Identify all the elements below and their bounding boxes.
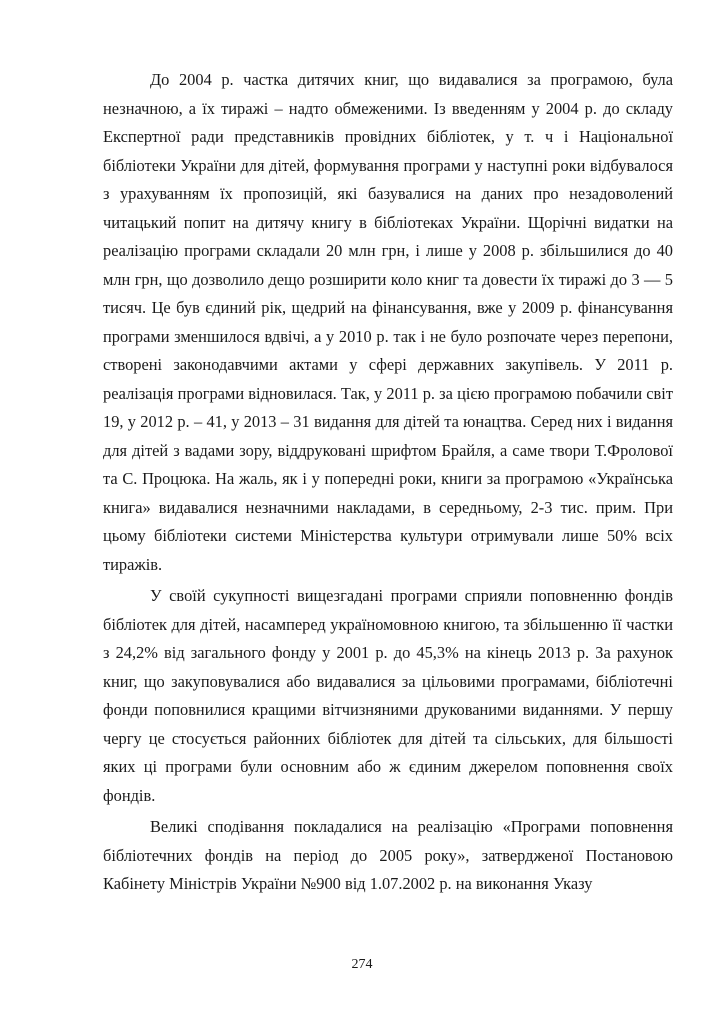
paragraph-3: Великі сподівання покладалися на реалізацію «Програми поповнення бібліотечних фондів на період до 2005 року», затвердженої Постановою Кабінету Міністрів України №900 від 1.07.2002 р. на виконання Указу: [103, 817, 673, 893]
paragraph-2: У своїй сукупності вищезгадані програми сприяли поповненню фондів бібліотек для дітей, насамперед україномовною книгою, та збільшенню її частки з 24,2% від загального фонду у 2001 р. до 45,3% на кінець 2013 р. За рахунок книг, що закуповувалися або видавалися за цільовими програмами, бібліотечні фонди поповнилися кращими вітчизняними друкованими виданнями. У першу чергу це стосується районних бібліотек для дітей та сільських, для більшості яких ці програми були основним або ж єдиним джерелом поповнення своїх фондів.: [103, 586, 673, 805]
body-text: [103, 66, 673, 902]
paragraph-1: До 2004 р. частка дитячих книг, що видавалися за програмою, була незначною, а їх тиражі – надто обмеженими. Із введенням у 2004 р. до складу Експертної ради представників провідних бібліотек, у т. ч і Національної бібліотеки України для дітей, формування програми у наступні роки відбувалося з урахуванням їх пропозицій, які базувалися на даних про незадоволений читацький попит на дитячу книгу в бібліотеках України. Щорічні видатки на реалізацію програми складали 20 млн грн, і лише у 2008 р. збільшилися до 40 млн грн, що дозволило дещо розширити коло книг та довести їх тиражі до 3 — 5 тисяч. Це був єдиний рік, щедрий на фінансування, вже у 2009 р. фінансування програми зменшилося вдвічі, а у 2010 р. так і не було розпочате через перепони, створені законодавчими актами у сфері державних закупівель. У 2011 р. реалізація програми відновилася. Так, у 2011 р. за цією програмою побачили світ 19, у 2012 р. – 41, у 2013 – 31 видання для дітей та юнацтва. Серед них і видання для дітей з вадами зору, віддруковані шрифтом Брайля, а саме твори Т.Фролової та С. Процюка. На жаль, як і у попередні роки, книги за програмою «Українська книга» видавалися незначними накладами, в середньому, 2-3 тис. прим. При цьому бібліотеки системи Міністерства культури отримували лише 50% всіх тиражів.: [103, 70, 673, 574]
page-number: 274: [351, 957, 373, 972]
